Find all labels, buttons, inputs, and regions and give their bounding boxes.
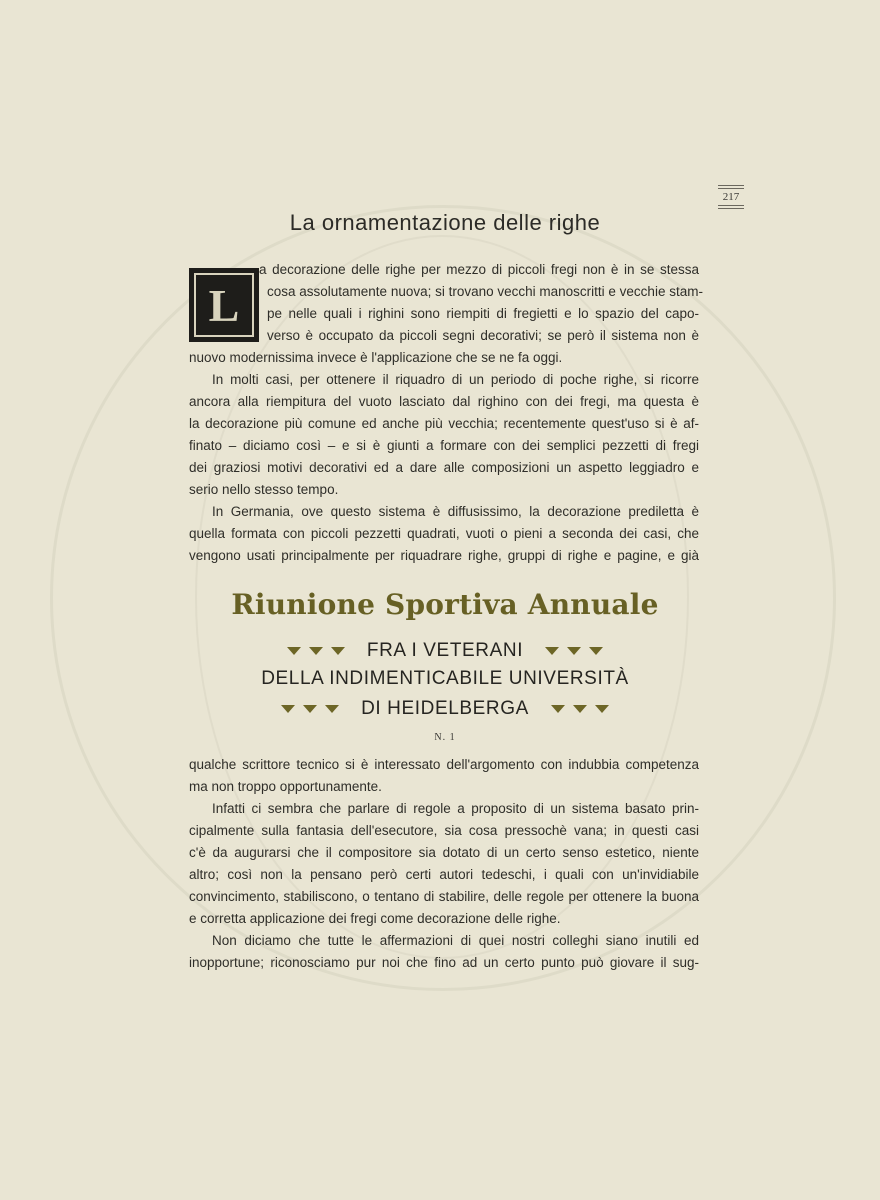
text-line: pe nelle quali i righini sono riempiti di fregietti e lo spazio del capo- [267, 306, 699, 321]
text-line: ancora alla riempitura del vuoto lasciato dal righino con dei fregi, ma questa è [189, 394, 699, 409]
text-line: c'è da augurarsi che il compositore sia dotato di un certo senso estetico, niente [189, 845, 699, 860]
decorated-initial [189, 268, 259, 342]
ornament-triangles-left [283, 640, 349, 662]
text-line: In molti casi, per ottenere il riquadro di un periodo di poche righe, si ricorre [212, 372, 699, 387]
text-line: a decorazione delle righe per mezzo di piccoli fregi non è in se stessa [259, 262, 699, 277]
example-line-1: FRA I VETERANI [190, 640, 700, 662]
text-line: nuovo modernissima invece è l'applicazione che se ne fa oggi. [189, 350, 563, 365]
page-title: La ornamentazione delle righe [289, 210, 601, 235]
text-line: Infatti ci sembra che parlare di regole a proposito di un sistema basato prin- [212, 801, 699, 816]
text-line: In Germania, ove questo sistema è diffusissimo, la decorazione prediletta è [212, 504, 699, 519]
text-line: serio nello stesso tempo. [189, 482, 339, 497]
text-line: e corretta applicazione dei fregi come decorazione delle righe. [189, 911, 561, 926]
example-title: Riunione Sportiva Annuale [231, 588, 659, 621]
text-line: quella formata con piccoli pezzetti quadrati, vuoti o pieni a seconda dei casi, che [189, 526, 699, 541]
text-line: verso è occupato da piccoli segni decorativi; se però il sistema non è [267, 328, 699, 343]
text-line: altro; così non la pensano però certi autori tedeschi, i quali con un'invidiabile [189, 867, 699, 882]
text-line: inopportune; riconosciamo pur noi che fino ad un certo punto può giovare il sug- [189, 955, 699, 970]
example-line-2: DELLA INDIMENTICABILE UNIVERSITÀ [261, 668, 629, 689]
ornament-triangles-right [547, 698, 613, 720]
text-line: cipalmente sulla fantasia dell'esecutore, sia cosa pressochè vana; in questi casi [189, 823, 699, 838]
text-line: vengono usati principalmente per riquadrare righe, gruppi di righe e pagine, e già [189, 548, 699, 563]
text-line: la decorazione più comune ed anche più vecchia; recentemente quest'uso si è af- [189, 416, 699, 431]
text-line: ma non troppo opportunamente. [189, 779, 382, 794]
ornament-triangles-right [541, 640, 607, 662]
text-line: cosa assolutamente nuova; si trovano vecchi manoscritti e vecchie stam- [267, 284, 703, 299]
text-line: qualche scrittore tecnico si è interessato dell'argomento con indubbia competenza [189, 757, 699, 772]
initial-letter: L [194, 273, 254, 337]
text-line: convincimento, stabiliscono, o tentano di stabilire, delle regole per ottenere la buona [189, 889, 699, 904]
text-line: Non diciamo che tutte le affermazioni di quei nostri colleghi siano inutili ed [212, 933, 699, 948]
page-number-text: 217 [722, 191, 740, 203]
text-line: dei graziosi motivi decorativi ed a dare alle composizioni un aspetto leggiadro e [189, 460, 699, 475]
example-caption: N. 1 [434, 732, 456, 743]
text-line: finato – diciamo così – e si è giunti a formare con dei semplici pezzetti di fregi [189, 438, 699, 453]
ornament-triangles-left [277, 698, 343, 720]
example-line-3: DI HEIDELBERGA [190, 698, 700, 720]
page-number [718, 183, 744, 211]
